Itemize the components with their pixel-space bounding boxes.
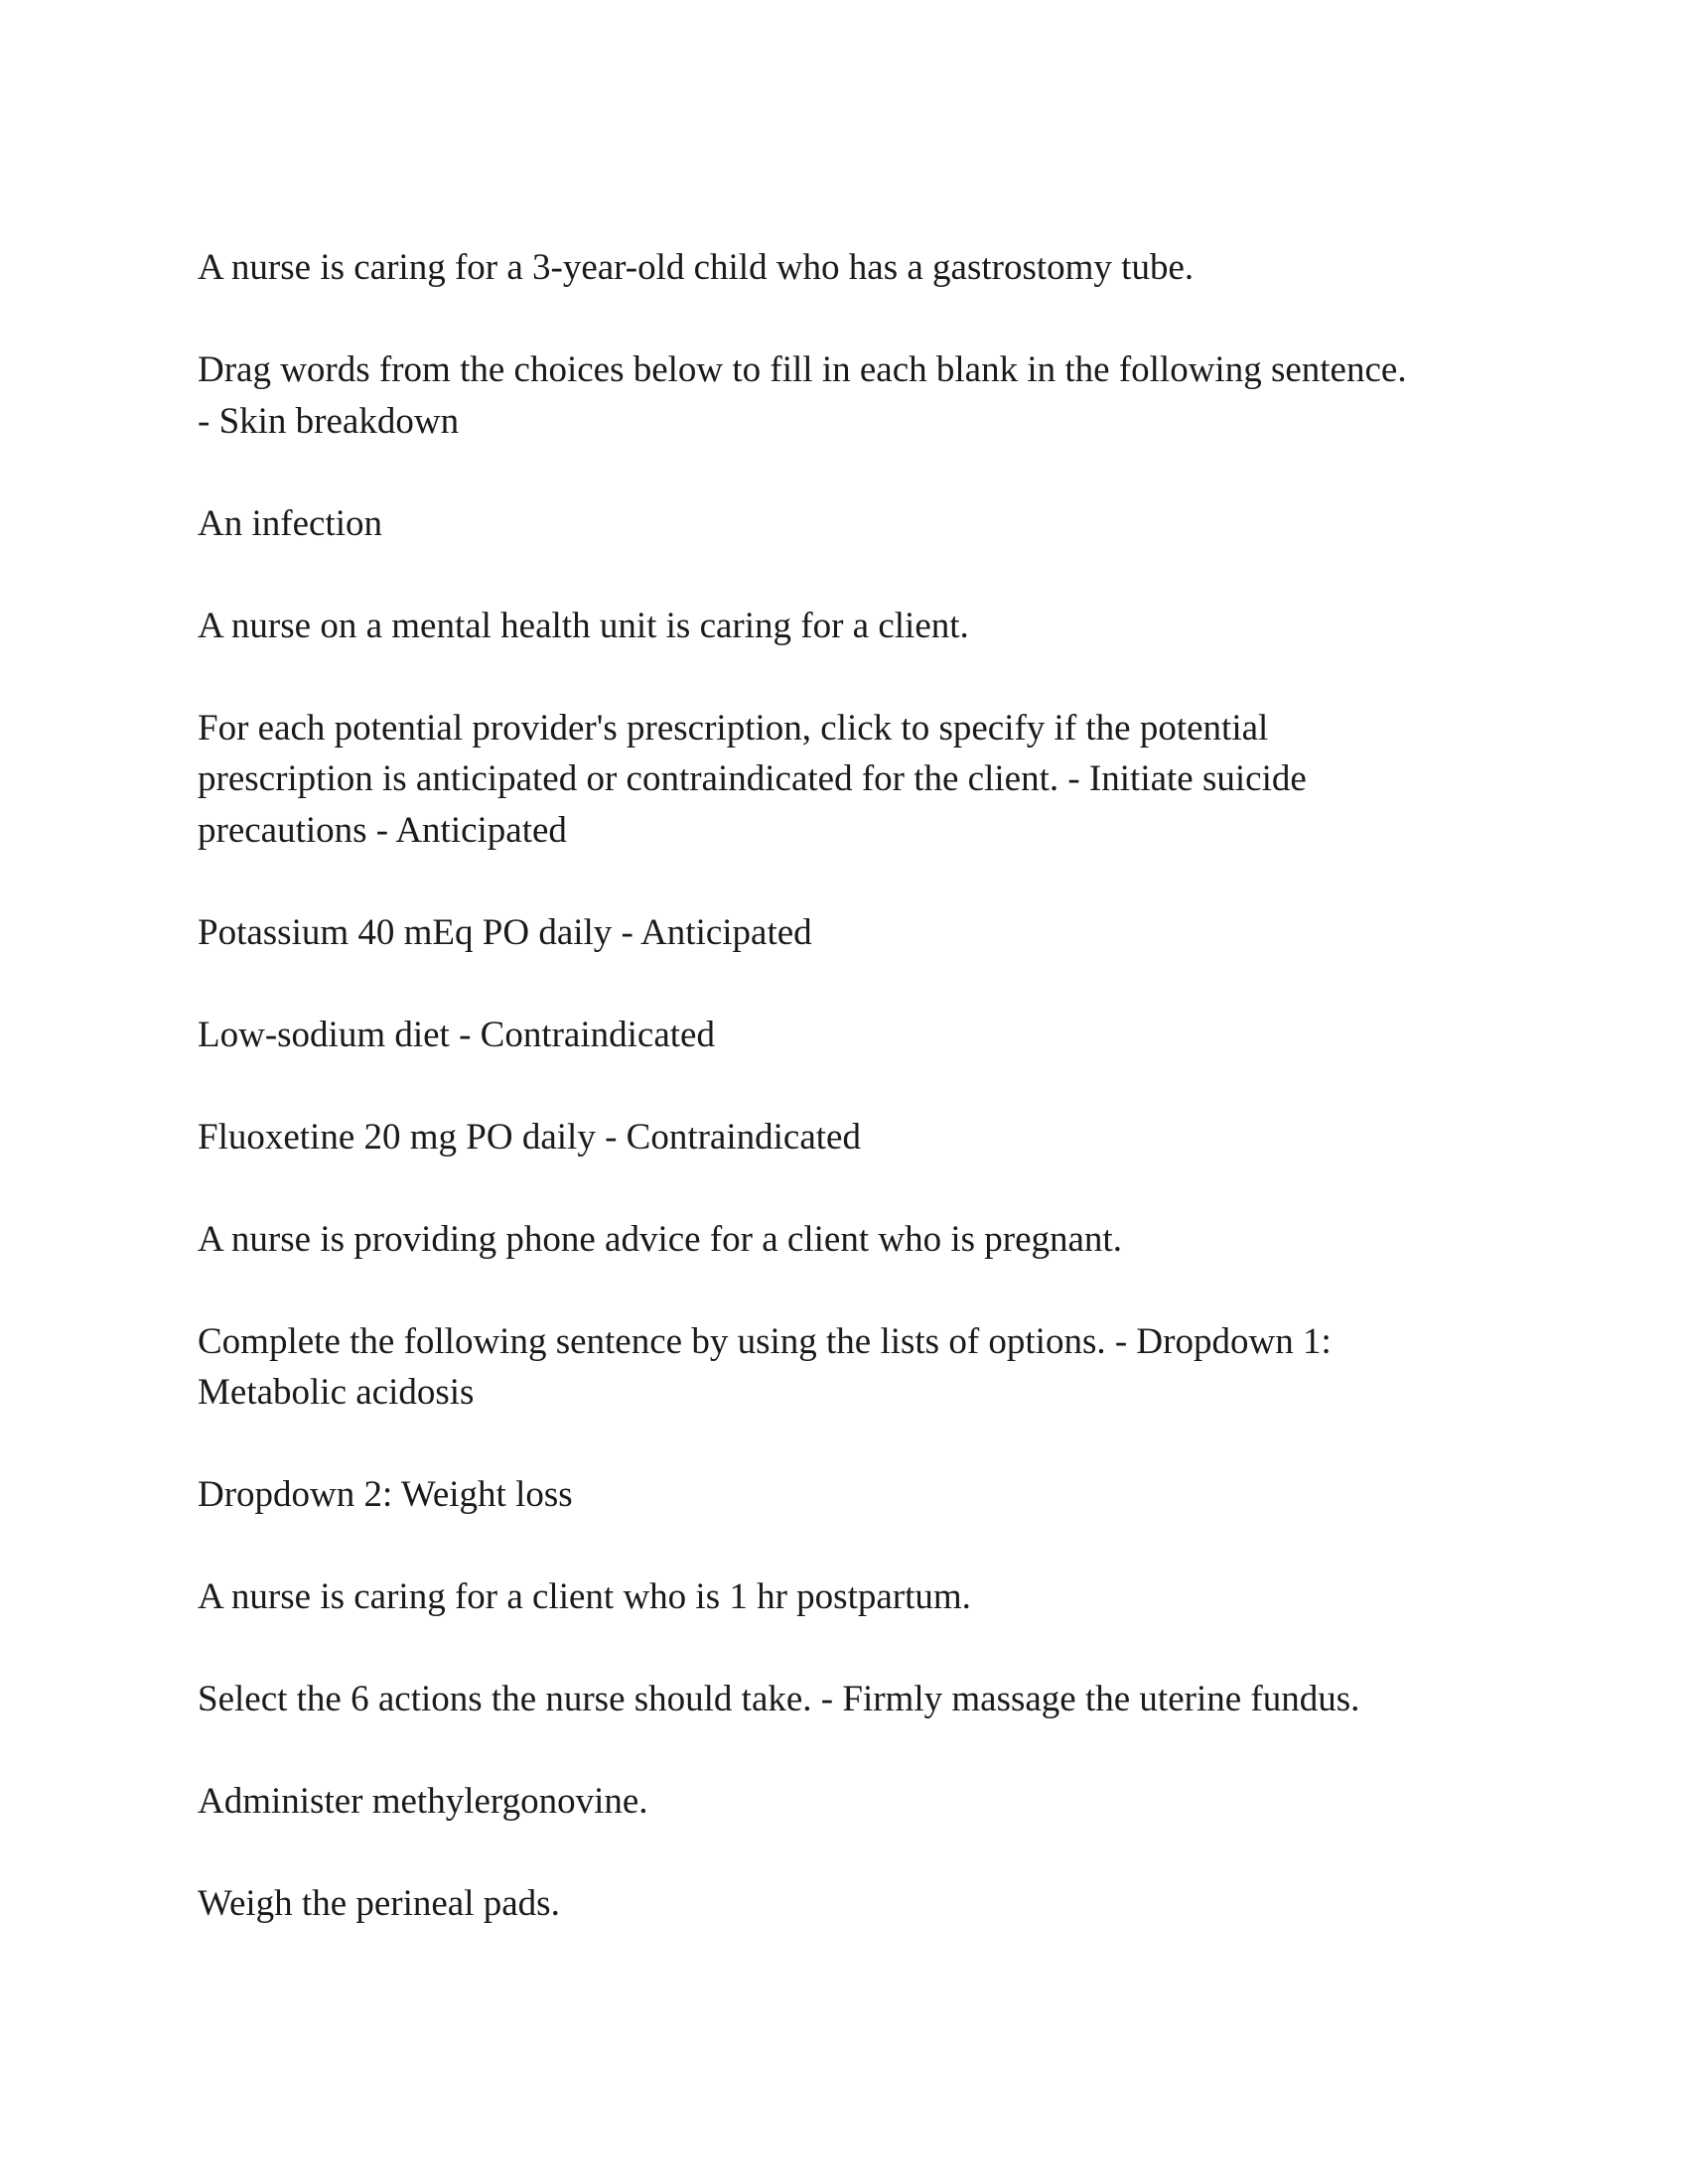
paragraph: Administer methylergonovine. (198, 1781, 648, 1822)
paragraph: Complete the following sentence by using the lists of options. - Dropdown 1: Metabolic acidosis (198, 1320, 1332, 1413)
paragraph: For each potential provider's prescription, click to specify if the potential prescription is anticipated or contraindicated for the client. - Initiate suicide precautions - Anticipated (198, 707, 1307, 851)
paragraph: Fluoxetine 20 mg PO daily - Contraindicated (198, 1116, 861, 1158)
paragraph: Low-sodium diet - Contraindicated (198, 1014, 715, 1055)
paragraph: A nurse is caring for a 3-year-old child who has a gastrostomy tube. (198, 247, 1195, 288)
paragraph: An infection (198, 502, 382, 544)
document-body (198, 242, 1488, 1980)
paragraph: Potassium 40 mEq PO daily - Anticipated (198, 911, 812, 953)
paragraph: Select the 6 actions the nurse should take. - Firmly massage the uterine fundus. (198, 1679, 1360, 1719)
paragraph: Weigh the perineal pads. (198, 1883, 560, 1924)
paragraph: A nurse is providing phone advice for a client who is pregnant. (198, 1218, 1122, 1260)
paragraph: Dropdown 2: Weight loss (198, 1474, 573, 1515)
paragraph: Drag words from the choices below to fill in each blank in the following sentence. - Skin breakdown (198, 349, 1407, 442)
paragraph: A nurse on a mental health unit is caring for a client. (198, 605, 969, 646)
paragraph: A nurse is caring for a client who is 1 hr postpartum. (198, 1576, 971, 1617)
